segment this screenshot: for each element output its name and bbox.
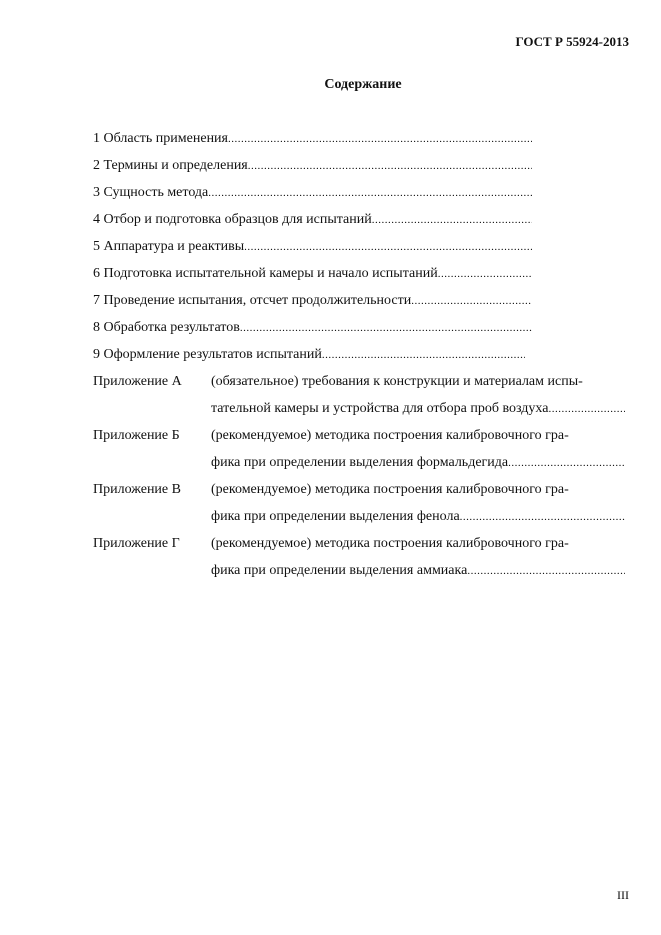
annex-list	[93, 372, 625, 588]
page-number: III	[617, 888, 629, 902]
toc-item[interactable]: 3 Сущность метода .....	[93, 183, 532, 210]
toc-item[interactable]: 8 Обработка результатов .....	[93, 318, 532, 345]
annex-item-cont[interactable]: тательной камеры и устройства для отбора проб воздуха .....	[93, 399, 625, 426]
annex-item-cont[interactable]: фика при определении выделения формальдегида .....	[93, 453, 625, 480]
dot-leader	[467, 561, 625, 588]
toc-item[interactable]: 2 Термины и определения .....	[93, 156, 532, 183]
dot-leader	[248, 156, 532, 183]
toc-item[interactable]: 5 Аппаратура и реактивы .....	[93, 237, 532, 264]
annex-item[interactable]: Приложение А (обязательное) требования к конструкции и материалам испы-	[93, 374, 583, 389]
dot-leader	[411, 291, 532, 318]
document-code-header: ГОСТ Р 55924-2013	[515, 34, 629, 49]
dot-leader	[460, 507, 625, 534]
toc-item[interactable]: 4 Отбор и подготовка образцов для испытаний .....	[93, 210, 532, 237]
toc-item[interactable]: 1 Область применения .....	[93, 129, 532, 156]
dot-leader	[228, 129, 532, 156]
dot-leader	[548, 399, 625, 426]
toc-item[interactable]: 9 Оформление результатов испытаний .....	[93, 345, 525, 372]
annex-item-cont[interactable]: фика при определении выделения фенола .....	[93, 507, 625, 534]
dot-leader	[322, 345, 525, 372]
dot-leader	[208, 183, 532, 210]
annex-item[interactable]: Приложение В (рекомендуемое) методика построения калибровочного гра-	[93, 482, 569, 497]
toc-item[interactable]: 7 Проведение испытания, отсчет продолжительности .....	[93, 291, 532, 318]
toc-item[interactable]: 6 Подготовка испытательной камеры и начало испытаний .....	[93, 264, 532, 291]
dot-leader	[438, 264, 532, 291]
page-title: Содержание	[324, 77, 402, 92]
dot-leader	[240, 318, 532, 345]
dot-leader	[244, 237, 532, 264]
dot-leader	[508, 453, 625, 480]
annex-item[interactable]: Приложение Б (рекомендуемое) методика построения калибровочного гра-	[93, 428, 569, 443]
annex-item[interactable]: Приложение Г (рекомендуемое) методика построения калибровочного гра-	[93, 536, 569, 551]
annex-item-cont[interactable]: фика при определении выделения аммиака .....	[93, 561, 625, 588]
dot-leader	[372, 210, 532, 237]
table-of-contents	[93, 129, 532, 372]
